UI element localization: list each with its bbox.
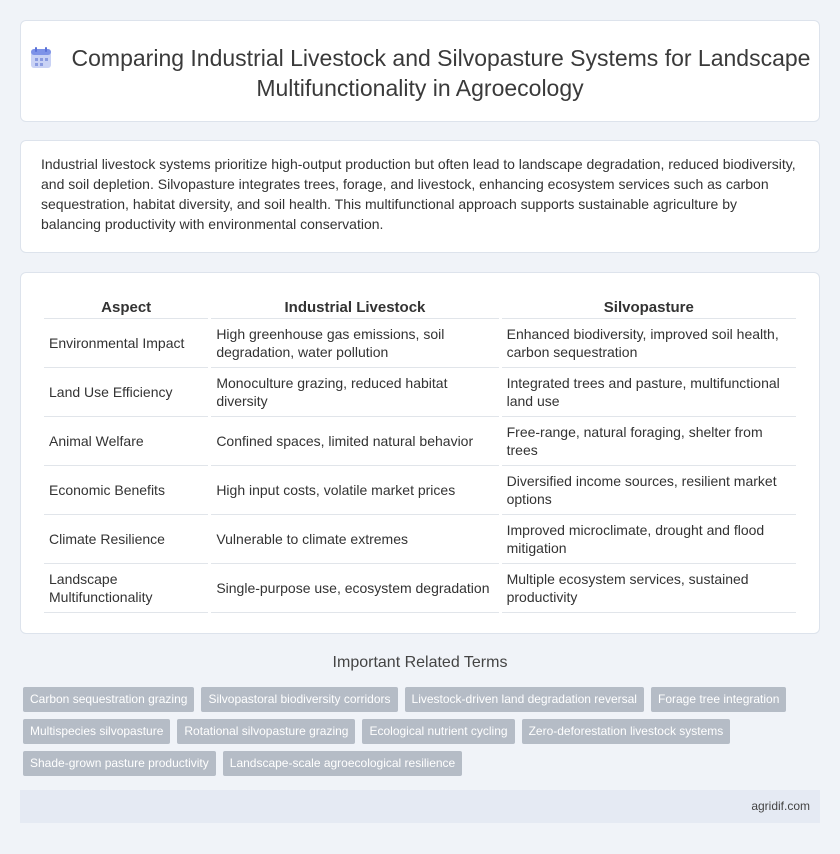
table-cell-silvopasture: Diversified income sources, resilient market options: [502, 466, 796, 515]
table-cell-industrial: Single-purpose use, ecosystem degradation: [211, 564, 498, 613]
comparison-table-card: [20, 272, 820, 634]
table-cell-silvopasture: Integrated trees and pasture, multifunctional land use: [502, 368, 796, 417]
related-terms-title: Important Related Terms: [332, 654, 508, 671]
table-row: [44, 466, 796, 515]
table-cell-silvopasture: Improved microclimate, drought and flood mitigation: [502, 515, 796, 564]
related-term-tag[interactable]: Forage tree integration: [651, 687, 786, 712]
page-title: Comparing Industrial Livestock and Silvopasture Systems for Landscape Multifunctionality in Agroecology: [71, 45, 811, 101]
table-row: [44, 417, 796, 466]
calendar-grid-icon: [30, 47, 52, 69]
table-cell-aspect: Landscape Multifunctionality: [44, 564, 208, 613]
footer-bar: [20, 790, 820, 823]
footer-site-link[interactable]: agridif.com: [751, 799, 810, 813]
table-row: [44, 368, 796, 417]
table-cell-industrial: Monoculture grazing, reduced habitat diversity: [211, 368, 498, 417]
column-header-aspect: Aspect: [44, 293, 208, 319]
table-cell-silvopasture: Multiple ecosystem services, sustained productivity: [502, 564, 796, 613]
comparison-table: [41, 293, 799, 613]
table-cell-aspect: Land Use Efficiency: [44, 368, 208, 417]
table-row: [44, 515, 796, 564]
page-title-block: [21, 43, 819, 103]
table-cell-silvopasture: Free-range, natural foraging, shelter from trees: [502, 417, 796, 466]
table-header-row: [44, 293, 796, 319]
related-term-tag[interactable]: Carbon sequestration grazing: [23, 687, 194, 712]
table-row: [44, 319, 796, 368]
related-term-tag[interactable]: Rotational silvopasture grazing: [177, 719, 355, 744]
table-cell-industrial: Vulnerable to climate extremes: [211, 515, 498, 564]
table-cell-silvopasture: Enhanced biodiversity, improved soil health, carbon sequestration: [502, 319, 796, 368]
table-cell-aspect: Animal Welfare: [44, 417, 208, 466]
column-header-silvopasture: Silvopasture: [502, 293, 796, 319]
column-header-industrial: Industrial Livestock: [211, 293, 498, 319]
table-cell-industrial: High input costs, volatile market prices: [211, 466, 498, 515]
title-card: [20, 20, 820, 122]
related-term-tag[interactable]: Zero-deforestation livestock systems: [522, 719, 731, 744]
table-cell-industrial: Confined spaces, limited natural behavior: [211, 417, 498, 466]
summary-card: [20, 140, 820, 253]
summary-text: Industrial livestock systems prioritize high-output production but often lead to landscape degradation, reduced biodiversity, and soil depletion. Silvopasture integrates trees, forage, and livestock, enhancing ecosystem services such as carbon sequestration, habitat diversity, and soil health. This multifunctional approach supports sustainable agriculture by balancing productivity with environmental conservation.: [41, 156, 796, 232]
table-cell-industrial: High greenhouse gas emissions, soil degradation, water pollution: [211, 319, 498, 368]
table-cell-aspect: Climate Resilience: [44, 515, 208, 564]
table-row: [44, 564, 796, 613]
table-cell-aspect: Economic Benefits: [44, 466, 208, 515]
related-term-tag[interactable]: Ecological nutrient cycling: [362, 719, 514, 744]
related-term-tag[interactable]: Landscape-scale agroecological resilience: [223, 751, 462, 776]
related-terms-list: [23, 687, 803, 776]
related-term-tag[interactable]: Livestock-driven land degradation reversal: [405, 687, 644, 712]
related-term-tag[interactable]: Multispecies silvopasture: [23, 719, 170, 744]
table-cell-aspect: Environmental Impact: [44, 319, 208, 368]
related-term-tag[interactable]: Silvopastoral biodiversity corridors: [201, 687, 397, 712]
related-term-tag[interactable]: Shade-grown pasture productivity: [23, 751, 216, 776]
